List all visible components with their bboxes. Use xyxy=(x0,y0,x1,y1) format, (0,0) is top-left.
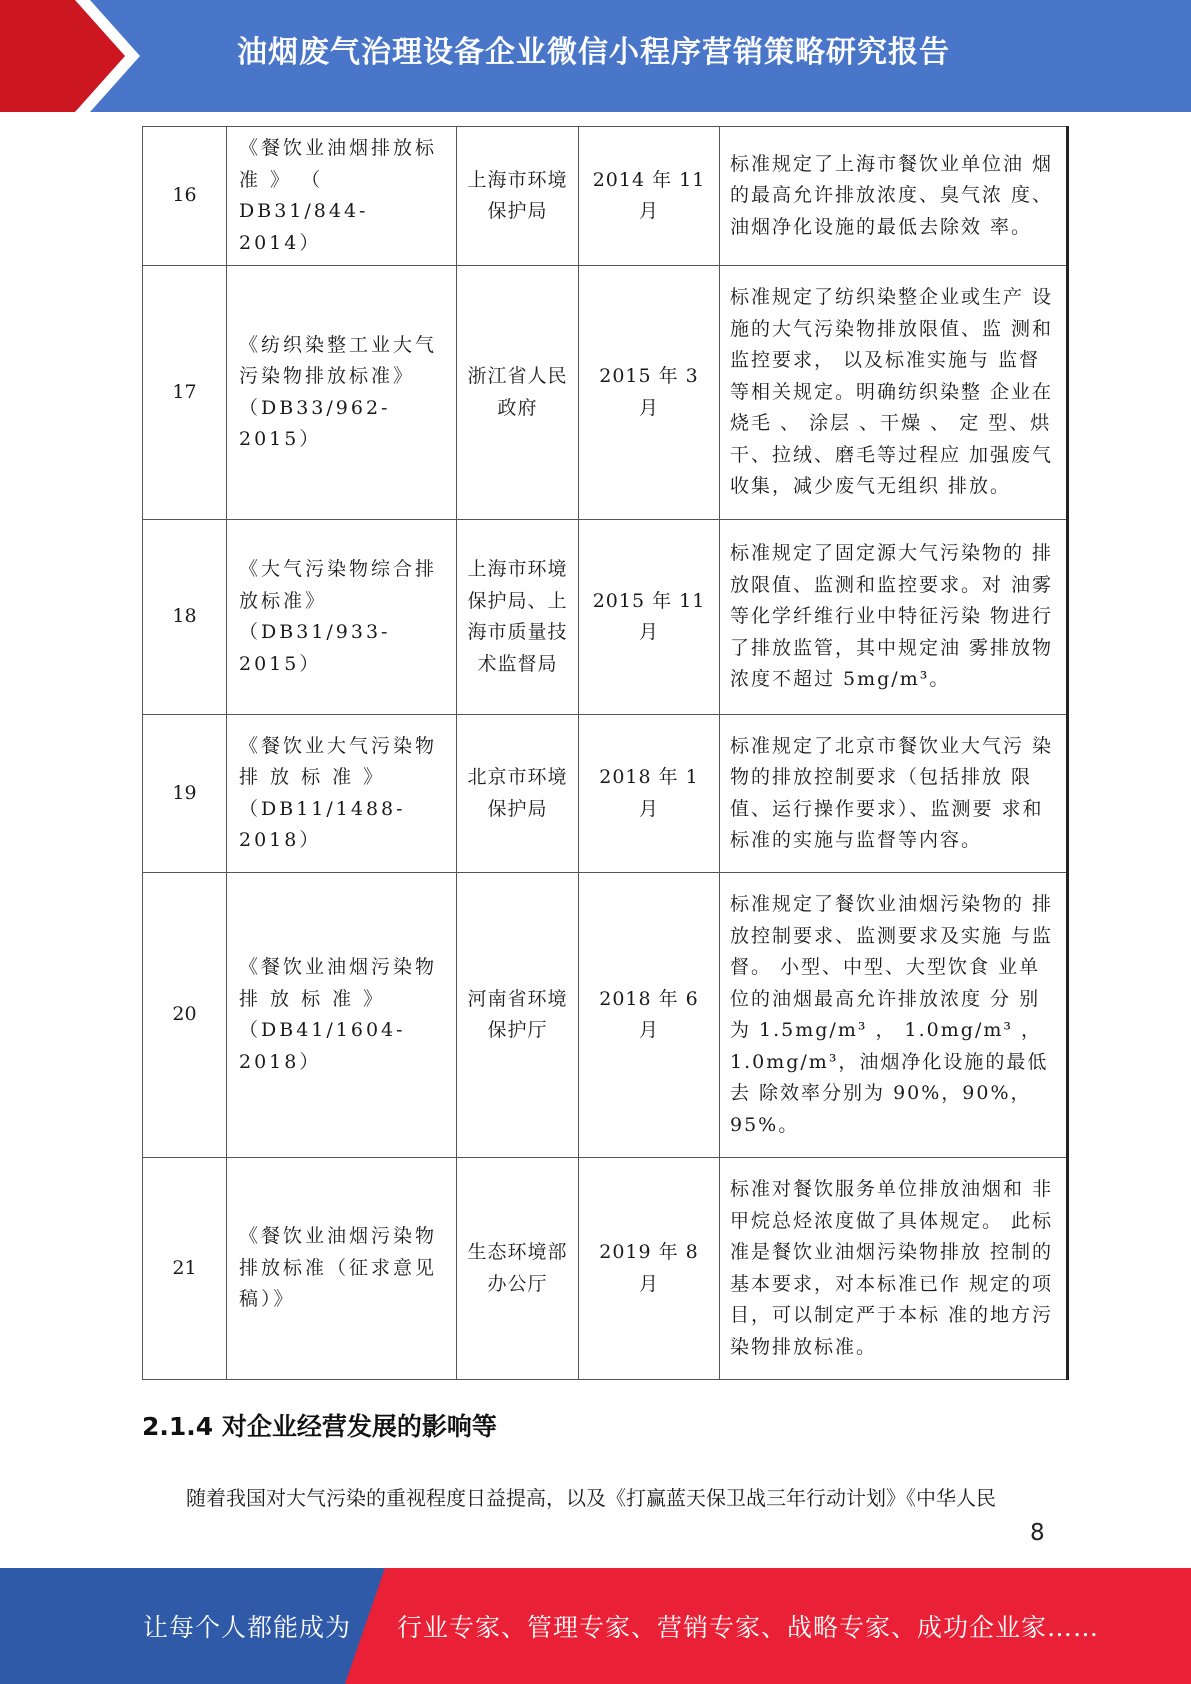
row-number: 18 xyxy=(143,520,227,715)
issue-date: 2018 年 1 月 xyxy=(579,715,720,873)
table-row xyxy=(143,127,1068,266)
standard-name: 《纺织染整工业大气 污染物排放标准》（DB33/962-2015） xyxy=(227,266,457,520)
issuing-authority: 上海市环境保护局 xyxy=(457,127,579,266)
standard-description: 标准规定了餐饮业油烟污染物的 排放控制要求、监测要求及实施 与监督。 小型、中型、大型饮食 业单位的油烟最高允许排放浓度 分 别 为 1.5mg/m³ ， 1.0mg/m³ ，1.0mg/m³，油烟净化设施的最低去 除效率分别为 90%，90%，95%。 xyxy=(720,873,1068,1158)
issuing-authority: 上海市环境保护局、上海市质量技术监督局 xyxy=(457,520,579,715)
header-arrow-graphic xyxy=(0,0,150,112)
standard-description: 标准规定了上海市餐饮业单位油 烟的最高允许排放浓度、臭气浓 度、油烟净化设施的最低去除效 率。 xyxy=(720,127,1068,266)
table-row xyxy=(143,520,1068,715)
row-number: 19 xyxy=(143,715,227,873)
issue-date: 2014 年 11 月 xyxy=(579,127,720,266)
section-heading: 2.1.4 对企业经营发展的影响等 xyxy=(142,1412,497,1441)
footer-slogan-left: 让每个人都能成为 xyxy=(143,1613,352,1642)
issue-date: 2019 年 8 月 xyxy=(579,1158,720,1380)
issuing-authority: 浙江省人民政府 xyxy=(457,266,579,520)
standard-name: 《餐饮业油烟污染物 排放标准（征求意见 稿）》 xyxy=(227,1158,457,1380)
issuing-authority: 生态环境部办公厅 xyxy=(457,1158,579,1380)
table-row xyxy=(143,715,1068,873)
standard-description: 标准规定了固定源大气污染物的 排放限值、监测和监控要求。对 油雾等化学纤维行业中特征污染 物进行了排放监管，其中规定油 雾排放物浓度不超过 5mg/m³。 xyxy=(720,520,1068,715)
row-number: 20 xyxy=(143,873,227,1158)
table-row xyxy=(143,266,1068,520)
footer-slogan-right: 行业专家、管理专家、营销专家、战略专家、成功企业家…… xyxy=(397,1613,1100,1642)
standards-table xyxy=(142,126,1069,1380)
standard-name: 《餐饮业油烟排放标 准 》 （ DB31/844- 2014） xyxy=(227,127,457,266)
issue-date: 2015 年 3 月 xyxy=(579,266,720,520)
standard-description: 标准对餐饮服务单位排放油烟和 非甲烷总烃浓度做了具体规定。 此标准是餐饮业油烟污染物排放 控制的基本要求，对本标准已作 规定的项目，可以制定严于本标 准的地方污染物排放标准。 xyxy=(720,1158,1068,1380)
page-header xyxy=(0,0,1191,112)
issue-date: 2018 年 6 月 xyxy=(579,873,720,1158)
issue-date: 2015 年 11 月 xyxy=(579,520,720,715)
body-paragraph: 随着我国对大气污染的重视程度日益提高，以及《打赢蓝天保卫战三年行动计划》《中华人民 xyxy=(186,1486,996,1510)
issuing-authority: 河南省环境保护厅 xyxy=(457,873,579,1158)
standard-name: 《大气污染物综合排 放标准》（DB31/933- 2015） xyxy=(227,520,457,715)
standard-name: 《餐饮业大气污染物 排 放 标 准 》（DB11/1488-2018） xyxy=(227,715,457,873)
standard-description: 标准规定了纺织染整企业或生产 设施的大气污染物排放限值、监 测和监控要求， 以及标准实施与 监督等相关规定。明确纺织染整 企业在烧毛 、 涂层 、干燥 、 定 型、烘干、拉绒、磨毛等过程应 加强废气收集，减少废气无组织 排放。 xyxy=(720,266,1068,520)
header-title: 油烟废气治理设备企业微信小程序营销策略研究报告 xyxy=(237,35,950,70)
table-row xyxy=(143,1158,1068,1380)
row-number: 21 xyxy=(143,1158,227,1380)
page-number: 8 xyxy=(1030,1520,1045,1546)
standard-name: 《餐饮业油烟污染物 排 放 标 准 》（DB41/1604-2018） xyxy=(227,873,457,1158)
row-number: 16 xyxy=(143,127,227,266)
issuing-authority: 北京市环境保护局 xyxy=(457,715,579,873)
table-row xyxy=(143,873,1068,1158)
standard-description: 标准规定了北京市餐饮业大气污 染物的排放控制要求（包括排放 限值、运行操作要求）、监测要 求和标准的实施与监督等内容。 xyxy=(720,715,1068,873)
row-number: 17 xyxy=(143,266,227,520)
page-footer xyxy=(0,1568,1191,1684)
